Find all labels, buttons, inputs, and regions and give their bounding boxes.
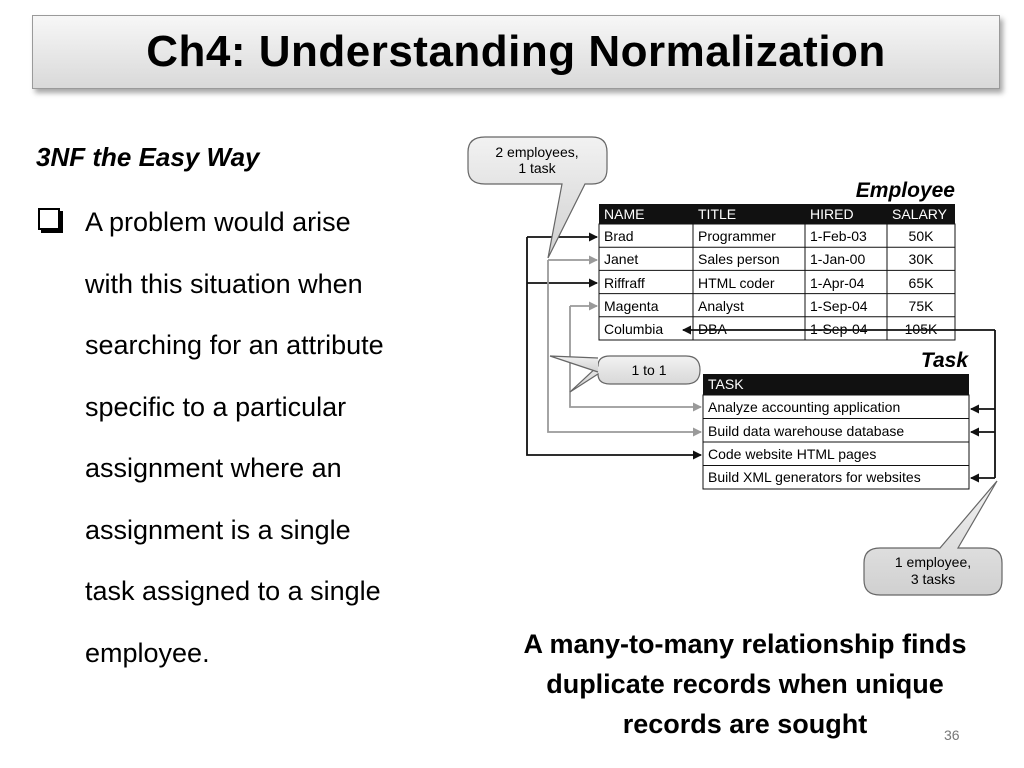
employee-col-header: TITLE <box>698 206 737 222</box>
table-cell: Analyst <box>698 298 744 314</box>
bullet-line: specific to a particular <box>85 391 347 422</box>
table-cell: DBA <box>698 321 727 337</box>
table-cell: 65K <box>908 275 934 291</box>
employee-table-title: Employee <box>855 179 955 202</box>
employee-col-header: NAME <box>604 206 645 222</box>
callout-text: 1 task <box>518 160 556 176</box>
table-cell: Build XML generators for websites <box>708 469 921 485</box>
table-cell: 1-Sep-04 <box>810 321 868 337</box>
bullet-line: A problem would arise <box>85 207 351 237</box>
callout-text: 1 to 1 <box>631 362 667 378</box>
table-cell: Analyze accounting application <box>708 399 901 415</box>
page-number: 36 <box>944 727 960 743</box>
table-cell: Columbia <box>604 321 664 337</box>
task-table <box>703 374 969 489</box>
table-cell: Brad <box>604 228 634 244</box>
table-cell: 1-Jan-00 <box>810 251 866 267</box>
table-cell: 1-Feb-03 <box>810 228 867 244</box>
table-cell: HTML coder <box>698 275 775 291</box>
slide-subtitle: 3NF the Easy Way <box>36 142 260 172</box>
employee-table <box>599 204 955 340</box>
table-cell: Magenta <box>604 298 659 314</box>
employee-col-header: SALARY <box>892 206 947 222</box>
callout-middle <box>550 356 700 392</box>
table-cell: 105K <box>904 321 938 337</box>
bullet-line: searching for an attribute <box>85 330 384 360</box>
table-cell: 1-Apr-04 <box>810 275 865 291</box>
table-cell: Sales person <box>698 251 780 267</box>
task-table-title: Task <box>920 349 968 372</box>
callout-bottom <box>864 481 1002 595</box>
table-cell: 75K <box>908 298 934 314</box>
table-cell: Build data warehouse database <box>708 423 905 439</box>
callout-text: 1 employee, <box>894 554 972 570</box>
employee-col-header: HIRED <box>810 206 854 222</box>
table-cell: Janet <box>604 251 639 267</box>
table-cell: 1-Sep-04 <box>810 298 868 314</box>
table-cell: Code website HTML pages <box>708 446 877 462</box>
callout-text: 2 employees, <box>495 144 579 160</box>
caption-line: A many-to-many relationship finds <box>523 629 967 659</box>
caption-line: records are sought <box>622 709 868 739</box>
bullet-line: task assigned to a single <box>85 576 381 606</box>
table-cell: 30K <box>908 251 934 267</box>
table-cell: Riffraff <box>604 275 645 291</box>
callout-top <box>468 137 607 258</box>
bullet-line: employee. <box>85 637 210 668</box>
caption-line: duplicate records when unique <box>546 669 944 699</box>
task-col-header: TASK <box>708 376 744 392</box>
diagram-caption <box>490 624 1000 744</box>
bullet-line: with this situation when <box>85 268 363 299</box>
slide-title: Ch4: Understanding Normalization <box>146 27 886 76</box>
bullet-line: assignment where an <box>85 453 342 483</box>
table-cell: Programmer <box>698 228 776 244</box>
bullet-line: assignment is a single <box>85 514 351 545</box>
callout-text: 3 tasks <box>910 571 956 587</box>
table-cell: 50K <box>908 228 934 244</box>
